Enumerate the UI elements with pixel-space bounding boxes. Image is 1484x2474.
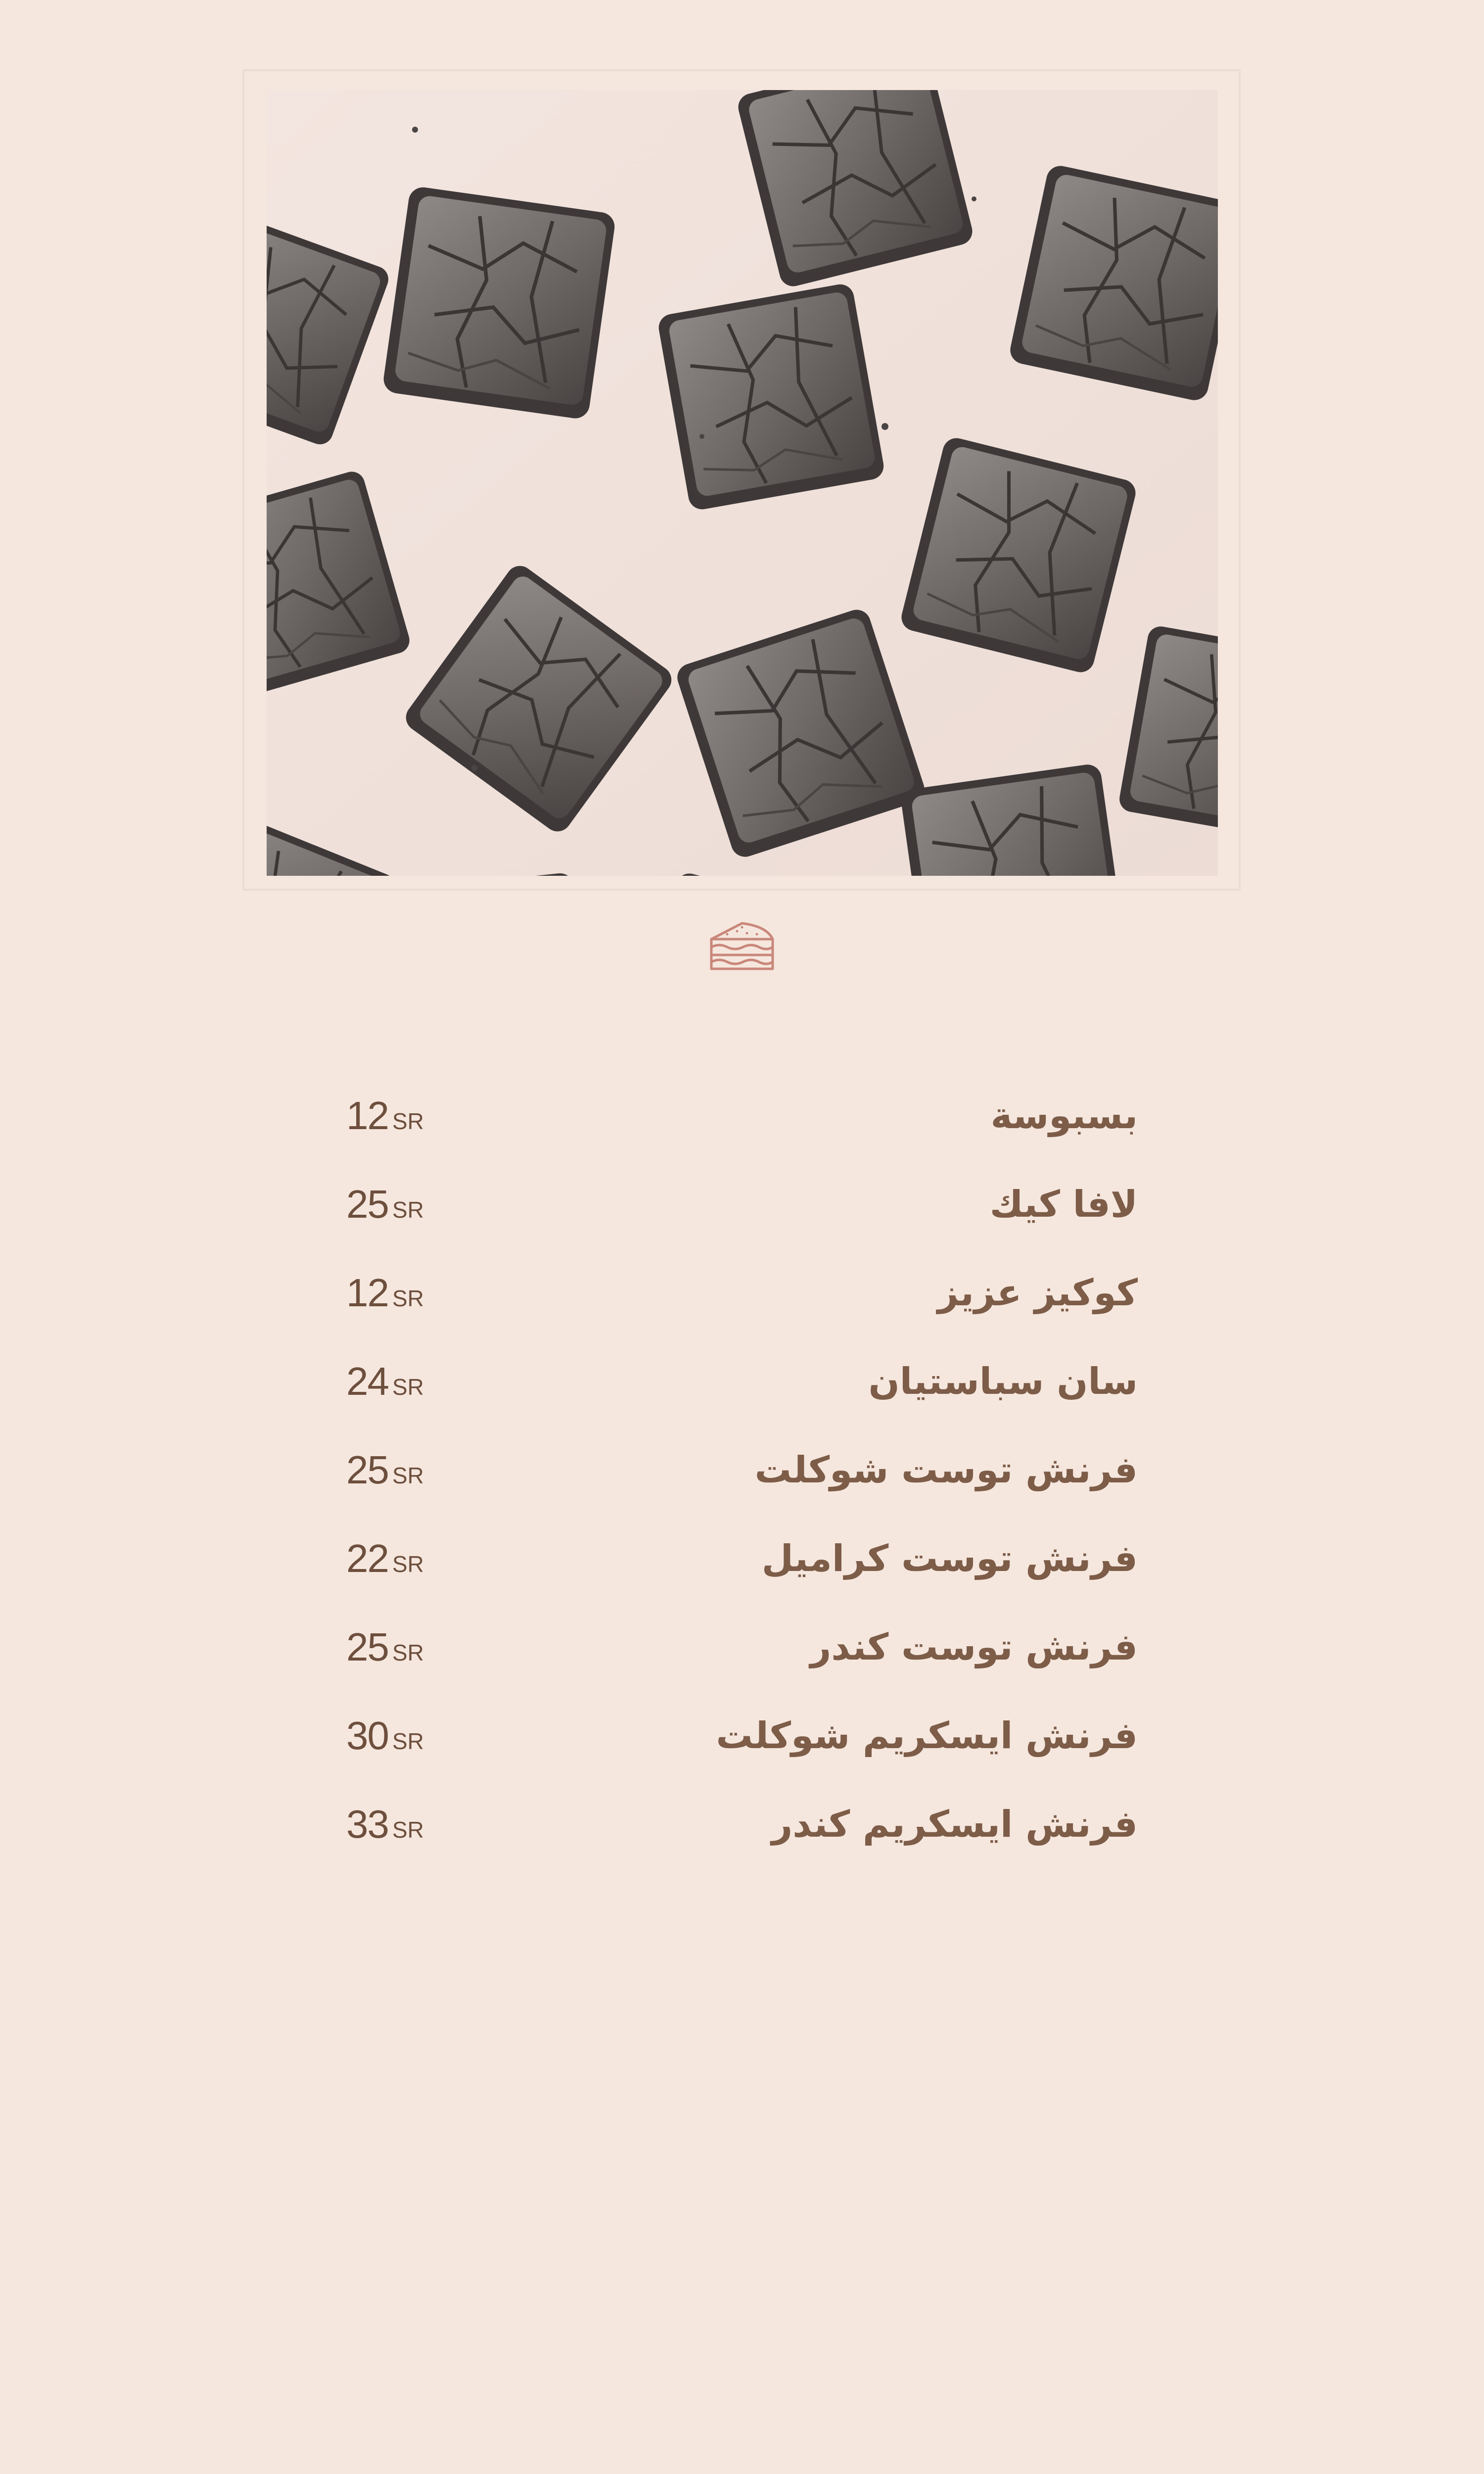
price-value: 30: [346, 1713, 388, 1758]
menu-item: [346, 1620, 1138, 1709]
menu-item: [346, 1354, 1138, 1443]
menu-item: [346, 1797, 1138, 1886]
item-price: [346, 1266, 424, 1331]
price-currency: SR: [392, 1463, 424, 1488]
price-value: 24: [346, 1359, 388, 1403]
price-currency: SR: [392, 1817, 424, 1843]
item-price: [346, 1620, 424, 1685]
menu-item: [346, 1443, 1138, 1531]
price-value: 22: [346, 1536, 388, 1580]
price-currency: SR: [392, 1374, 424, 1400]
item-price: [346, 1354, 424, 1420]
item-name: لافا كيك: [989, 1183, 1138, 1226]
item-name: فرنش توست شوكلت: [754, 1449, 1138, 1491]
item-name: فرنش توست كندر: [810, 1626, 1138, 1668]
price-value: 12: [346, 1271, 388, 1315]
price-currency: SR: [392, 1108, 424, 1134]
price-value: 33: [346, 1802, 388, 1846]
price-currency: SR: [392, 1640, 424, 1665]
menu-list: [346, 1089, 1138, 1886]
item-price: [346, 1443, 424, 1508]
item-name: فرنش توست كراميل: [761, 1537, 1138, 1580]
price-value: 12: [346, 1094, 388, 1138]
item-name: كوكيز عزيز: [937, 1272, 1138, 1314]
price-currency: SR: [392, 1197, 424, 1223]
item-price: [346, 1531, 424, 1597]
cake-slice-icon: [707, 919, 777, 974]
brownies-photo: [267, 90, 1218, 876]
item-name: فرنش ايسكريم كندر: [771, 1803, 1138, 1846]
price-value: 25: [346, 1448, 388, 1492]
price-currency: SR: [392, 1285, 424, 1311]
item-price: [346, 1709, 424, 1774]
item-price: [346, 1177, 424, 1242]
price-value: 25: [346, 1182, 388, 1226]
item-price: [346, 1089, 424, 1154]
menu-item: [346, 1266, 1138, 1354]
price-currency: SR: [392, 1551, 424, 1577]
item-name: بسبوسة: [990, 1094, 1138, 1137]
menu-item: [346, 1709, 1138, 1797]
item-name: فرنش ايسكريم شوكلت: [716, 1714, 1138, 1757]
item-price: [346, 1797, 424, 1862]
menu-item: [346, 1177, 1138, 1266]
menu-item: [346, 1089, 1138, 1177]
menu-item: [346, 1531, 1138, 1620]
price-value: 25: [346, 1625, 388, 1669]
price-currency: SR: [392, 1728, 424, 1754]
item-name: سان سباستيان: [868, 1360, 1138, 1403]
